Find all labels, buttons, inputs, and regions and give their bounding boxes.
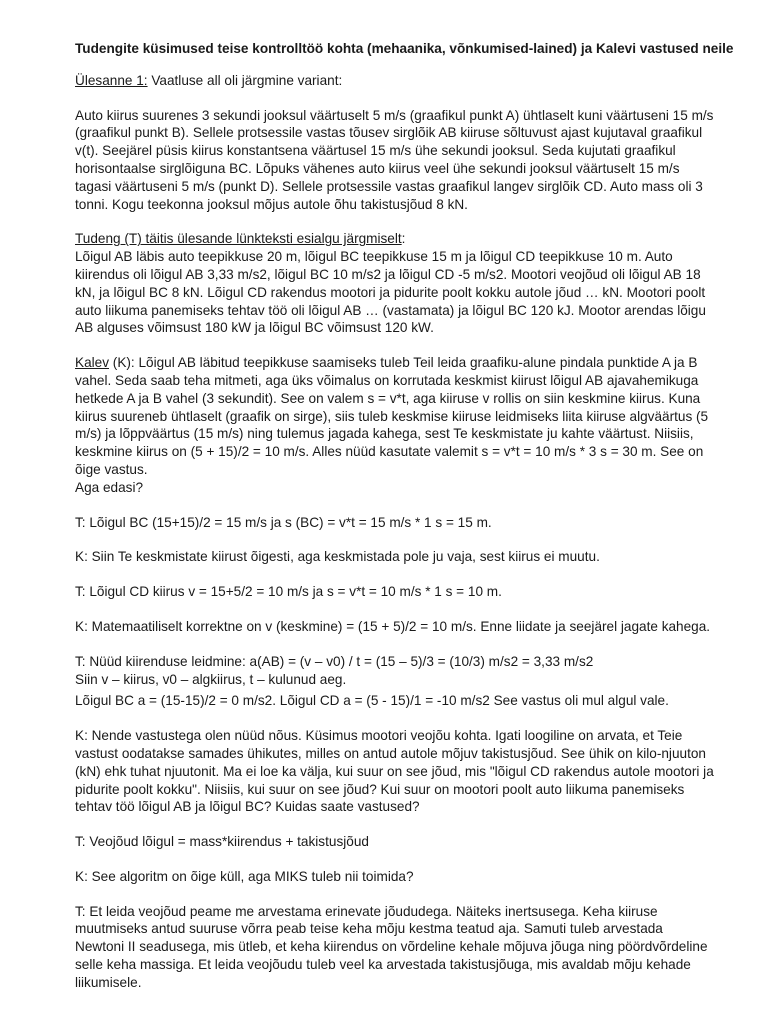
kalev-answer-1-end: Aga edasi? — [75, 479, 144, 495]
document-page — [75, 40, 734, 1009]
problem-text: Auto kiirus suurenes 3 sekundi jooksul väärtuselt 5 m/s (graafikul punkt A) ühtlaselt kuni väärtuseni 15 m/s (graafikul punkt B). Sellele protsessile vastas tõusev sirglõik AB kiiruse sõltuvust ajast kujutaval graafikul v(t). Seejärel püsis kiirus konstantsena väärtusel 15 m/s ühe sekundi jooksul. Seda kujutati graafikul horisontaalse sirglõiguna BC. Lõpuks vähenes auto kiirus veel ühe sekundi jooksul väärtuselt 15 m/s tagasi väärtuseni 5 m/s (punkt D). Sellele protsessile vastas graafikul langev sirglõik CD. Auto mass oli 3 tonni. Kogu teekonna jooksul mõjus autole õhu takistusjõud 8 kN. — [75, 107, 714, 212]
kalev-bc: K: Siin Te keskmistate kiirust õigesti, aga keskmistada pole ju vaja, sest kiirus ei muutu. — [75, 549, 600, 565]
student-acceleration: T: Nüüd kiirenduse leidmine: a(AB) = (v – v0) / t = (15 – 5)/3 = (10/3) m/s2 = 3,33 m/s2 — [75, 653, 594, 669]
student-force-formula: T: Veojõud lõigul = mass*kiirendus + takistusjõud — [75, 834, 369, 850]
task-label: Ülesanne 1: — [75, 72, 148, 88]
kalev-answer-1: Kalev (K): Lõigul AB läbitud teepikkuse saamiseks tuleb Teil leida graafiku-alune pindala punktide A ja B vahel. Seda saab teha mitmeti, aga üks võimalus on korrutada keskmist kiirust lõigul AB ajavahemikuga hetkede A ja B vahel (3 sekundit). See on valem s = v*t, aga kiiruse v rollis on siin keskmine kiirus. Kuna kiirus suureneb ühtlaselt (graafik on sirge), siis tuleb keskmise kiiruse leidmiseks liita kiiruse algväärtus (5 m/s) ja lõppväärtus (15 m/s) ning tulemus jagada kahega, sest Te keskmistate ju kahte väärtust. Niisiis, keskmine kiirus on (5 + 15)/2 = 10 m/s. Alles nüüd kasutate valemit s = v*t = 10 m/s * 3 s = 30 m. See on õige vastus. — [75, 355, 709, 477]
task-heading — [75, 72, 715, 90]
student-heading: Tudeng (T) täitis ülesande lünkteksti esialgu järgmiselt: — [75, 231, 406, 247]
document-title: Tudengite küsimused teise kontrolltöö kohta (mehaanika, võnkumised-lained) ja Kalevi vastused neile — [75, 41, 734, 56]
student-acceleration-note: Siin v – kiirus, v0 – algkiirus, t – kulunud aeg. — [75, 671, 347, 687]
task-intro: Vaatluse all oli järgmine variant: — [147, 72, 343, 88]
kalev-label: Kalev — [75, 355, 110, 371]
kalev-cd: K: Matemaatiliselt korrektne on v (keskmine) = (15 + 5)/2 = 10 m/s. Enne liidate ja seejärel jagate kahega. — [75, 618, 711, 634]
student-final-answer: T: Et leida veojõud peame me arvestama erinevate jõududega. Näiteks inertsusega. Keha kiiruse muutmiseks antud suuruse võrra peab teise keha mõju kestma teatud aja. Samuti tuleb arvestada Newtoni II seadusega, mis ütleb, et keha kiirendus on võrdeline kehale mõjuva jõuga ning pöördvõrdeline selle keha massiga. Et leida veojõudu tuleb veel ka arvestada takistusjõuga, mis avaldab mõju kehade liikumisele. — [75, 903, 708, 990]
student-cd: T: Lõigul CD kiirus v = 15+5/2 = 10 m/s ja s = v*t = 10 m/s * 1 s = 10 m. — [75, 584, 502, 600]
student-fill-text: Lõigul AB läbis auto teepikkuse 20 m, lõigul BC teepikkuse 15 m ja lõigul CD teepikkuse 10 m. Auto kiirendus oli lõigul AB 3,33 m/s2, lõigul BC 10 m/s2 ja lõigul CD -5 m/s2. Mootori veojõud oli lõigul AB 18 kN, ja lõigul BC 8 kN. Lõigul CD rakendus mootori ja pidurite poolt kokku autole jõud … kN. Mootori poolt auto liikuma panemiseks tehtav töö oli lõigul AB … (vastamata) ja lõigul BC 120 kJ. Mootor arendas lõigu AB alguses võimsust 180 kW ja lõigul BC võimsust 120 kW. — [75, 249, 706, 336]
kalev-force-question: K: Nende vastustega olen nüüd nõus. Küsimus mootori veojõu kohta. Igati loogiline on arvata, et Teie vastust oodatakse samades ühikutes, milles on antud autole mõjuv takistusjõud. See ühik on kilo-njuuton (kN) ehk tuhat njuutonit. Ma ei loe ka välja, kui suur on see jõud, mis "lõigul CD rakendus autole mootori ja pidurite poolt kokku". Niisiis, kui suur on see jõud? Kui suur on mootori poolt auto liikuma panemiseks tehtav töö lõigul AB ja lõigul BC? Kuidas saate vastused? — [75, 728, 714, 815]
student-bc: T: Lõigul BC (15+15)/2 = 15 m/s ja s (BC) = v*t = 15 m/s * 1 s = 15 m. — [75, 514, 492, 530]
student-acceleration-bc-cd: Lõigul BC a = (15-15)/2 = 0 m/s2. Lõigul CD a = (5 - 15)/1 = -10 m/s2 See vastus oli mul algul vale. — [75, 693, 669, 709]
kalev-why: K: See algoritm on õige küll, aga MIKS tuleb nii toimida? — [75, 868, 414, 884]
